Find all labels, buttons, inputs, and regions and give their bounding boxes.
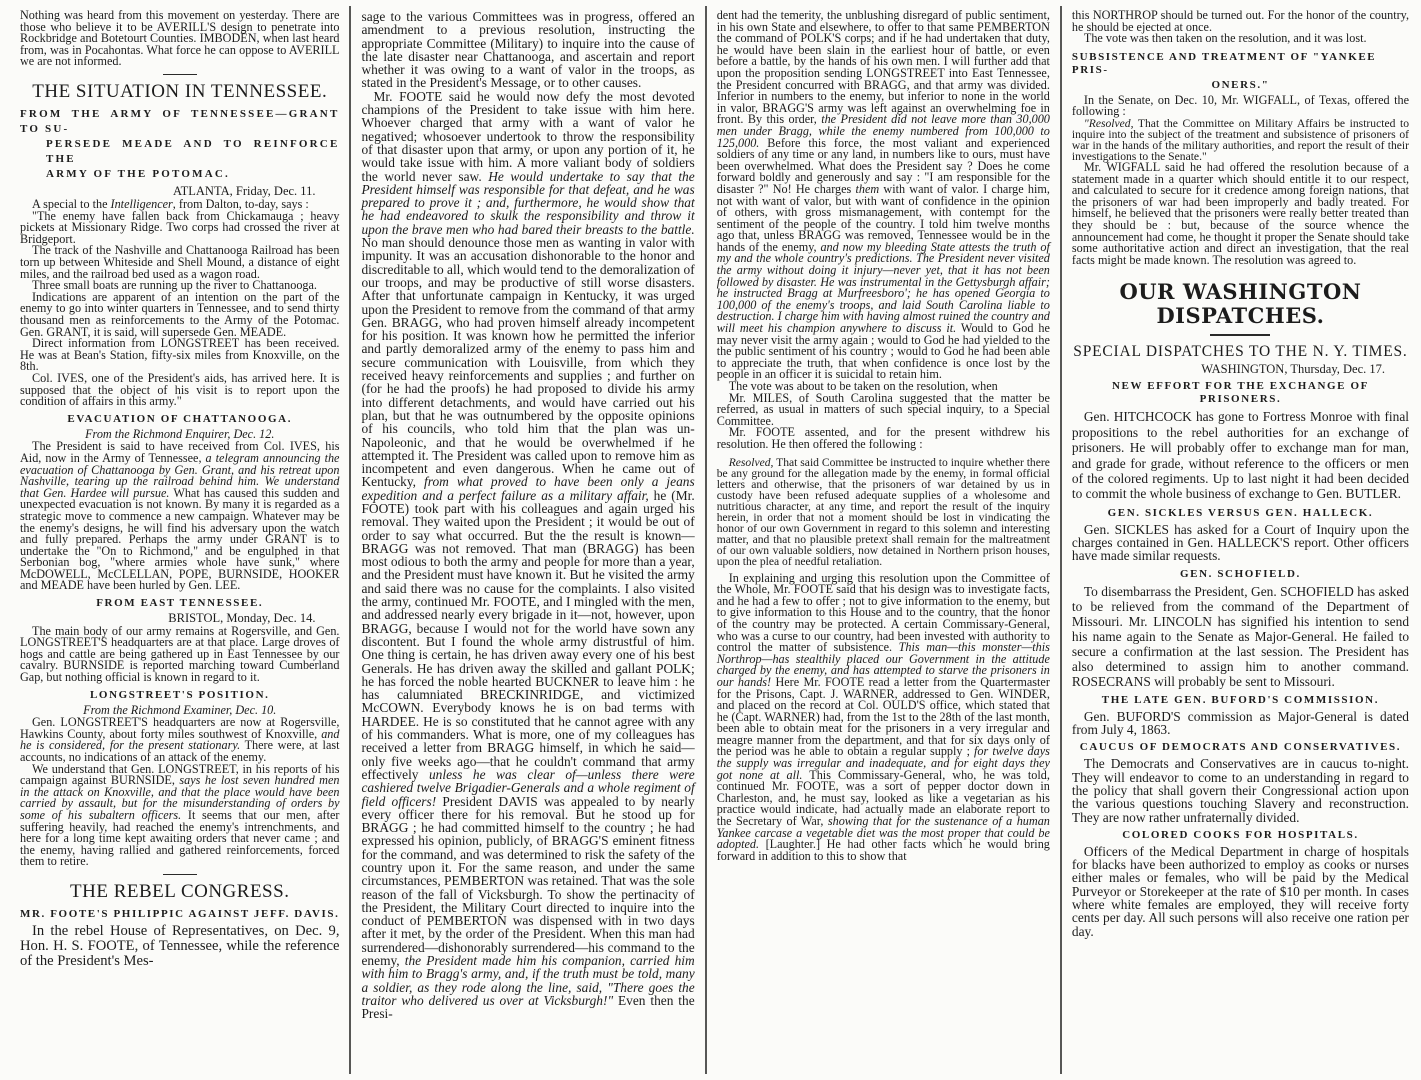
column-4 — [1068, 4, 1417, 1072]
paragraph: Gen. SICKLES has asked for a Court of Inquiry upon the charges contained in Gen. HALLECK'S report. Other officers have made similar requests. — [1071, 521, 1410, 564]
paragraph: In the Senate, on Dec. 10, Mr. WIGFALL, of Texas, offered the following : — [1071, 92, 1410, 119]
paragraph: The track of the Nashville and Chattanooga Railroad has been torn up between Whiteside and Shell Mound, a distance of eight miles, and the railroad bed used as a wagon road. — [20, 243, 340, 281]
source-line: From the Richmond Examiner, Dec. 10. — [83, 702, 277, 717]
text: That said Committee be instructed to inquire whether there be any ground for the allegation made by the enemy, in formal official letters and otherwise, that the prisoners of war detained by us in custody have been refused adequate supplies of a wholesome and nutritious character, at any time, and report the result of the inquiry herein, in order that not a moment should be lost in vindicating the honor of our own Government in regard to this solemn and interesting matter, and that no plausible pretext shall remain for the maltreatment of our own valuable soldiers, now detained in Northern prison houses, upon the plea of needful retaliation. — [716, 455, 1050, 568]
italic-text: and now my bleeding State attests the truth of my and the whole country's predictions. The President never visited the army without doing it injury—never yet, that it has not been followed by disaster. He was instrumental in the Gettysburgh affair; he instructed Bragg at Murfreesboro'; he has opened Georgia to 100,000 of the enemy's troops, and laid South Carolina liable to destruction. I charge him with having almost ruined the country and will meet his champion anywhere to discuss it. — [716, 239, 1050, 336]
subhead-caucus: CAUCUS OF DEMOCRATS AND CONSERVATIVES. — [1079, 741, 1402, 754]
paragraph — [717, 10, 1050, 381]
column-3 — [713, 4, 1058, 1072]
italic-text: and he is considered, for the present stationary. — [20, 726, 340, 753]
deck-line-2: PERSEDE MEADE AND TO REINFORCE THE — [46, 138, 340, 166]
italic-text: Resolved, — [728, 455, 774, 469]
subhead-subsistence-line-1: SUBSISTENCE AND TREATMENT OF "YANKEE PRIS- — [1071, 50, 1377, 76]
text: Would to God he may never visit the army again ; would to God he had yielded to the the public sentiment of his country ; would to God he had been able to appreciate the truth, that when confidence is once lost by the people in an officer it is suicidal to retain him. — [716, 321, 1050, 382]
paragraph: The vote was about to be taken on the resolution, when — [728, 379, 998, 393]
paragraph: Officers of the Medical Department in charge of hospitals for blacks have been authorized to employ as cooks or nurses either males or females, who will be paid by the Medical Purveyor or Storekeeper at the rate of $10 per month. In cases where white females are employed, they will receive forty cents per day. All such persons will also receive one ration per day. — [1071, 843, 1410, 939]
text: dent had the temerity, the unblushing disregard of public sentiment, in his own State and elsewhere, to offer to that same PEMBERTON the command of POLK'S corps; and if he had undertaken that duty, he would have been slain in the earliest hour of battle, or even before a battle, by the hands of his own men. I will further add that upon the proposition sending LONGSTREET into East Tennessee, the President concurred with BRAGG, and that army was divided. Inferior in numbers to the enemy, but inferior to none in the world in valor, BRAGG'S army was left against an overwhelming foe in front. By this order, — [716, 8, 1050, 127]
deck-line-3: ARMY OF THE POTOMAC. — [46, 168, 230, 181]
headline-deck — [20, 107, 339, 182]
subhead-longstreets-position: LONGSTREET'S POSITION. — [90, 688, 270, 701]
italic-text: for twelve days the supply was irregular and inadequate, and for eight days they got none at all. — [716, 744, 1050, 782]
dateline-washington: WASHINGTON, Thursday, Dec. 17. — [1201, 361, 1386, 376]
section-divider — [163, 74, 197, 76]
subhead-special-dispatches: SPECIAL DISPATCHES TO THE N. Y. TIMES. — [1073, 342, 1408, 360]
paragraph: The main body of our army remains at Rogersville, and Gen. LONGSTREET'S headquarters are at that place. Large droves of hogs and cattle are being gathered up in East Tennessee by our cavalry. BURNSIDE is reported marching toward Cumberland Gap, but nothing official is known in regard to it. — [20, 623, 340, 685]
text: It seems that our men, after suffering heavily, had reached the enemy's intrenchments, and here for a long time kept awaiting orders that never came ; and the enemy, having rallied and gathered reinforcements, forced them to retire. — [20, 807, 340, 869]
italic-text: the President did not leave more than 30,000 men under Bragg, while the enemy numbered from 100,000 to 125,000. — [716, 112, 1050, 150]
paragraph: Gen. HITCHCOCK has gone to Fortress Monroe with final propositions to the rebel authorities for an exchange of prisoners. He will probably offer to exchange man for man, and grade for grade, without reference to the officers or men of the colored regiments. Up to last night it had been decided to commit the whole business of exchange to Gen. BUTLER. — [1071, 409, 1410, 502]
paragraph — [20, 717, 339, 763]
resolution-paragraph — [1072, 118, 1409, 162]
paragraph: Indications are apparent of an intention on the part of the enemy to go into winter quarters in Tennessee, and to send thirty thousand men as reinforcements to the Army of the Potomac. Gen. GRANT, it is said, will supersede Gen. MEADE. — [20, 289, 340, 339]
text: President DAVIS was appealed to by nearly every officer there for his removal. But he stood up for BRAGG ; he had committed himself to the country ; he had expressed his opinion, publicly, of BRAGG'S eminent fitness for the command, and was determined to risk the safety of the country upon it. For the same reason, and under the same circumstances, PEMBERTON was retained. That was the sole reason of the fall of Vicksburgh. To show the pertinacity of the President, the Military Court directed to inquire into the conduct of PEMBERTON was dispensed with in two days after it met, by the order of the President. When this man had surrendered—dishonorably surrendered—his command to the enemy, — [361, 793, 695, 969]
paragraph — [20, 761, 340, 869]
italic-text: unless he was clear of—unless there were cashiered twelve Brigadier-Generals and a whole regiment of field officers! — [361, 766, 695, 809]
paragraph: Mr. WIGFALL said he had offered the resolution because of a statement made in a quarter which should entitle it to our respect, and calculated to secure for it credence among foreign nations, that the prisoners of war had been improperly and badly treated. For himself, he believed that the prisoners were really better treated than they should be : but, because of the source whence the announcement had come, he thought it proper the Senate should take some authoritative action and direct an investigation, that the real facts might be made known. The resolution was agreed to. — [1071, 159, 1410, 267]
paragraph — [361, 90, 694, 1021]
text: There were, at last accounts, no indications of an attack of the enemy. — [20, 738, 340, 764]
italic-text: a telegram announcing the evacuation of Chattanooga by Gen. Grant, and his retreat upon Nashville, tearing up the railroad behind him. We understand that Gen. Hardee will pursue. — [20, 450, 340, 500]
column-2 — [357, 4, 702, 1072]
text: That the Committee on Military Affairs be instructed to inquire into the subject of the treatment and subsistence of prisoners of war in the hands of the military authorities, and report the result of their investigations to the Senate." — [1071, 116, 1410, 163]
paragraph: sage to the various Committees was in progress, offered an amendment to a previous resolution, instructing the appropriate Committee (Military) to inquire into the cause of the late disaster near Chattanooga, and ascertain and report whether it was owing to a want of valor in the troops, as stated in the President's Message, or to other causes. — [361, 9, 695, 91]
text: Before this force, the most valiant and experienced soldiers of any time or any land, in numbers like to ours, must have been overwhelmed. What does the President say ? Does he come forward boldly and generously and say : "I am responsible for the disaster ?" No! He charges — [716, 135, 1050, 196]
subhead-exchange-of-prisoners: NEW EFFORT FOR THE EXCHANGE OF PRISONERS. — [1111, 380, 1369, 406]
text: he (Mr. FOOTE) took part with his colleagues and again urged his removal. They waited upon the President ; it would be out of order to say what occurred. But the the result is known—BRAGG was not removed. That man (BRAGG) has been most odious to both the army and people for more than a year, and the President must have known it. But he visited the army and said there was no cause for the complaints. I also visited the army, continued Mr. FOOTE, and I mingled with the men, and addressed nearly every brigade in it—not, however, upon BRAGG, because I would not for the world have sown any discontent. But I found the whole army distrustful of him. One thing is certain, he has driven away every one of his best Generals. He has driven away the skilled and gallant POLK; he has forced the noble hearted BUCKNER to leave him : he has calumniated BRECKINRIDGE, and victimized McCOWN. Everybody knows he is on bad terms with HARDEE. He is so constituted that he cannot agree with any of his commanders. What is more, one of my colleagues has received a letter from BRAGG himself, in which he said—only five weeks ago—that he couldn't command that army effectively — [361, 487, 695, 782]
dateline-bristol: BRISTOL, Monday, Dec. 14. — [168, 611, 316, 626]
subhead-buford-commission: THE LATE GEN. BUFORD'S COMMISSION. — [1101, 693, 1380, 706]
column-rule — [349, 6, 351, 1074]
paragraph: "The enemy have fallen back from Chickamauga ; heavy pickets at Missionary Ridge. Two corps had crossed the river at Bridgeport. — [20, 208, 340, 246]
headline-situation-in-tennessee: THE SITUATION IN TENNESSEE. — [32, 81, 328, 103]
paragraph: Three small boats are running up the river to Chattanooga. — [32, 278, 317, 293]
paragraph: Mr. FOOTE assented, and for the present withdrew his resolution. He then offered the following : — [716, 425, 1050, 451]
paragraph: Direct information from LONGSTREET has been received. He was at Bean's Station, fifty-six miles from Knoxville, on the 8th. — [20, 336, 340, 374]
italic-text: Intelligencer — [110, 197, 173, 212]
text: We understand that Gen. LONGSTREET, in his reports of his campaign against BURNSIDE, — [20, 761, 340, 788]
paragraph — [20, 441, 339, 592]
column-rule — [705, 6, 707, 1074]
italic-text: from what proved to have been only a jeans expedition and a perfect failure as a military affair, — [361, 474, 695, 503]
subhead-from-east-tennessee: FROM EAST TENNESSEE. — [96, 597, 264, 610]
intro-paragraph: Nothing was heard from this movement on yesterday. There are those who believe it to be AVERILL'S design to penetrate into Rockbridge and Botetourt Counties. IMBODEN, when last heard from, was in Pocahontas. What force he can oppose to AVERILL we are not informed. — [20, 8, 340, 69]
subhead-evacuation-of-chattanooga: EVACUATION OF CHATTANOOGA. — [67, 412, 293, 425]
italic-text: He would undertake to say that the President himself was responsible for that defeat, and he was prepared to prove it ; and, furthermore, he would show that he had endeavored to skulk the responsibility and throw it upon the brave men who had bared their breasts to the battle. — [361, 168, 695, 237]
italic-text: them — [855, 181, 880, 196]
italic-text: showing that for the sustenance of a human Yankee carcase a vegetable diet was the most proper that could be adopted. — [716, 814, 1050, 852]
paragraph: Col. IVES, one of the President's aids, has arrived here. It is supposed that the object of his visit is to report upon the condition of affairs in this army." — [20, 370, 340, 409]
italic-text: This man—this monster—this Northrop—has stealthily placed our Government in the attitude charged by the enemy, and has attempted to starve the prisoners in our hands! — [716, 640, 1050, 689]
text: Mr. FOOTE said he would now defy the most devoted champions of the President to take issue with him here. Whoever charged that army with a want of valor he negatived; whosoever undertook to throw the responsibility of that disaster upon that army, or upon any portion of it, he would take issue with him. A more valiant body of soldiers the world never saw. — [361, 88, 695, 184]
italic-text: says he lost seven hundred men in the attack on Knoxville, and that the place would have been carried by assault, but for the misunderstanding of orders by some of his subaltern officers. — [20, 773, 340, 822]
paragraph: In the rebel House of Representatives, on Dec. 9, Hon. H. S. FOOTE, of Tennessee, while the reference of the President's Mes- — [20, 923, 340, 970]
paragraph: The vote was then taken on the resolution, and it was lost. — [1083, 31, 1367, 46]
source-line: From the Richmond Enquirer, Dec. 12. — [85, 426, 275, 441]
text: In explaining and urging this resolution upon the Committee of the Whole, Mr. FOOTE said that his design was to investigate facts, and he had a few to offer ; not to give information to the enemy, but to give information to this House and to the country, that the honor of the country may be protected. A certain Commissary-General, who was a curse to our country, had been invested with authority to control the matter of subsistence. — [716, 570, 1050, 655]
column-1 — [16, 4, 347, 1072]
subhead-subsistence-line-2: ONERS." — [1211, 78, 1270, 91]
text: No man should denounce those men as wanting in valor with impunity. It was an accusation dishonorable to the honor and discreditable to all, which would tend to the demoralization of our troops, and may be productive of still worse disasters. After that unfortunate campaign in Kentucky, it was urged upon the President to remove from the command of that army Gen. BRAGG, who had proven himself already incompetent for his position. It was known how he permitted the inferior and partly demoralized army of the enemy to pass him and secure communication with Louisville, from which they received heavy reinforcements and supplies ; and further on (for he had the proofs) he had proposed to divide his army into different detachments, and would have carried out his plan, but that he was outnumbered by the opposite opinions of his councils, who told him that the plan was un-Napoleonic, and that he would be overwhelmed if he attempted it. The President was called upon to remove him as incompetent and even dangerous. When he came out of Kentucky, — [361, 235, 695, 490]
text: This Commissary-General, who, he was told, continued Mr. FOOTE, was a sort of pepper doctor down in Charleston, and, he must say, looked as like a vegetarian as his practice would indicate, had actually made an elaborate report to the Secretary of War, — [716, 767, 1050, 829]
dateline-atlanta: ATLANTA, Friday, Dec. 11. — [172, 184, 316, 199]
paragraph: The Democrats and Conservatives are in caucus to-night. They will endeavor to come to an understanding in regard to the policy that shall govern their Congressional action upon the various questions touching Slavery and reconstruction. They are now rather unfraternally divided. — [1071, 756, 1410, 825]
subhead-footes-philippic: MR. FOOTE'S PHILIPPIC AGAINST JEFF. DAVIS. — [20, 908, 340, 921]
text: What has caused this sudden and unexpected evacuation is not known. By many it is regarded as a strategic move to commence a new campaign. Whatever may be the enemy's designs, he will find his adversary upon the watch and fully prepared. Perhaps the army under GRANT is to undertake the "On to Richmond," and be engulphed in that Serbonian bog, "where armies whole have sunk," where McDOWELL, McCLELLAN, POPE, BURNSIDE, HOOKER and MEADE have been hurled by Gen. LEE. — [20, 485, 340, 593]
text: [Laughter.] He had other facts which he would bring forward in addition to this to show that — [716, 837, 1050, 863]
subhead-colored-cooks: COLORED COOKS FOR HOSPITALS. — [1122, 828, 1359, 841]
section-divider — [1210, 334, 1270, 336]
text: Here Mr. FOOTE read a letter from the Quartermaster for the Prisons, Capt. J. WARNER, addressed to Gen. WINDER, and placed on the record at Col. OULD'S office, which stated that he (Capt. WARNER) had, from the 1st to the 28th of the last month, been able to obtain meat for the prisoners in a very irregular and meagre manner from the department, and that for six days only of the period was he able to obtain a regular supply ; — [716, 674, 1050, 759]
headline-washington-dispatches: OUR WASHINGTON DISPATCHES. — [1119, 279, 1362, 329]
subhead-schofield: GEN. SCHOFIELD. — [1180, 567, 1301, 580]
column-rule — [1060, 6, 1062, 1074]
paragraph: Gen. BUFORD'S commission as Major-General is dated from July 4, 1863. — [1071, 708, 1410, 738]
section-divider — [163, 874, 197, 876]
resolution-paragraph — [717, 457, 1050, 567]
subhead-sickles-vs-halleck: GEN. SICKLES VERSUS GEN. HALLECK. — [1107, 506, 1374, 519]
paragraph: Mr. MILES, of South Carolina suggested that the matter be referred, as usual in matters of such special inquiry, to a Special Committee. — [716, 390, 1050, 428]
paragraph: this NORTHROP should be turned out. For the honor of the country, he should be ejected at once. — [1071, 8, 1410, 34]
paragraph: To disembarrass the President, Gen. SCHOFIELD has asked to be relieved from the command of the Department of Missouri. Mr. LINCOLN has signified his intention to send his name again to the Senate as Major-General. He failed to secure a confirmation at the last session. The President has also determined to assign him to another command. ROSECRANS will probably be sent to Missouri. — [1071, 583, 1410, 689]
text: Even then the Presi- — [361, 992, 695, 1022]
text: The President is said to have received from Col. IVES, his Aid, now in the Army of Tennessee, — [20, 439, 340, 465]
deck-line-1: FROM THE ARMY OF TENNESSEE—GRANT TO SU- — [20, 108, 340, 136]
text: , from Dalton, to-day, says : — [172, 197, 309, 212]
paragraph — [716, 570, 1050, 863]
italic-text: the President made him his companion, carried him with him to Bragg's army, and, if the truth must be told, many a soldier, as they rode along the line, said, "There goes the traitor who delivered us over at Vicksburgh!" — [361, 953, 695, 1008]
text: with want of valor. I charge him, not with want of valor, but with want of confidence in the opinion of others, with gross mismanagement, with contempt for the sentiment of the people of the country. I told him twelve months ago that, unless BRAGG was removed, Tennessee would be in the hands of the enemy, — [716, 181, 1050, 254]
headline-rebel-congress: THE REBEL CONGRESS. — [70, 881, 290, 903]
text: A special to the — [32, 197, 111, 212]
text: Gen. LONGSTREET'S headquarters are now at Rogersville, Hawkins County, about forty miles southwest of Knoxville, — [20, 715, 340, 741]
italic-text: "Resolved, — [1083, 116, 1134, 130]
